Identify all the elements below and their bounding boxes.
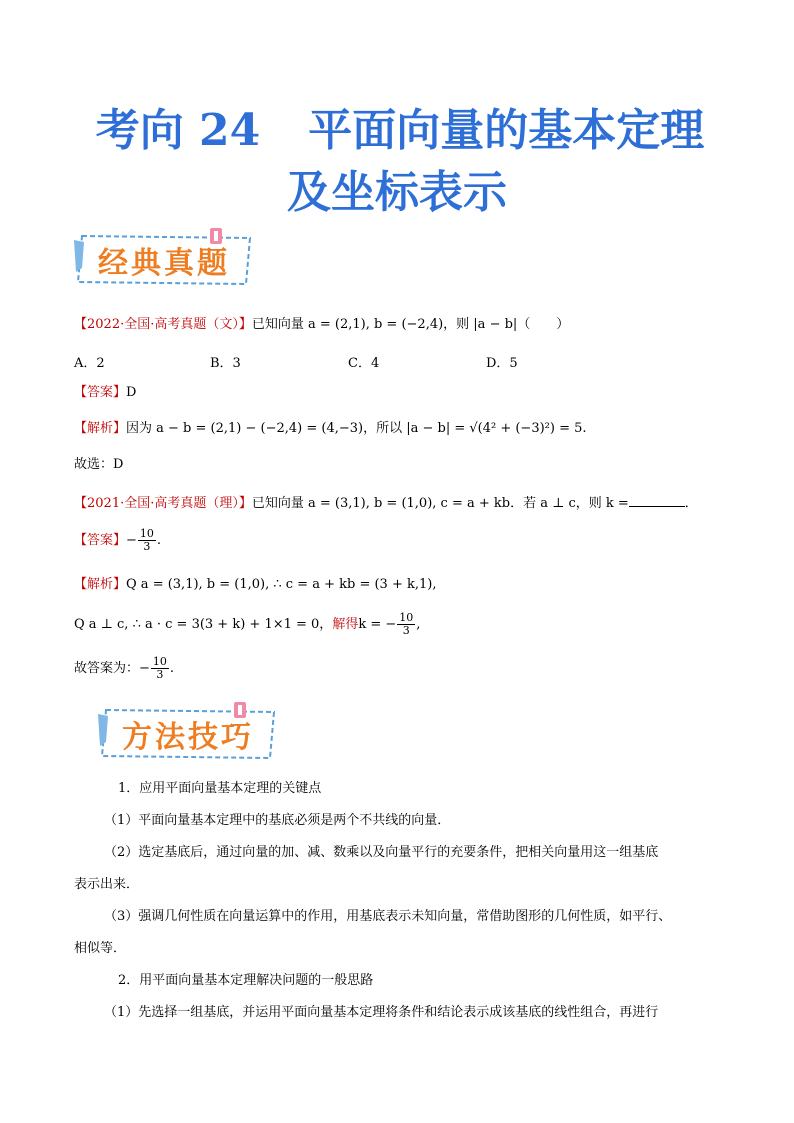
- tips-heading-1: 1．应用平面向量基本定理的关键点: [118, 781, 322, 796]
- tips-heading-2: 2．用平面向量基本定理解决问题的一般思路: [118, 973, 374, 988]
- answer-value: D: [126, 385, 137, 400]
- question-2: 【2021·全国·高考真题（理）】已知向量 a = (3,1), b = (1,0), c = a + kb．若 a ⊥ c，则 k = ．: [74, 496, 698, 511]
- analysis-tag: 【解析】: [74, 421, 127, 436]
- question-1-stem: 已知向量 a = (2,1), b = (−2,4)，则 |a − b|（ ）: [251, 317, 570, 332]
- analysis-tag: 【解析】: [74, 577, 127, 592]
- tips-point-3a: （3）强调几何性质在向量运算中的作用，用基底表示未知向量，常借助图形的几何性质，如平行、: [104, 909, 672, 924]
- k-fraction: $\frac{10}{3}$: [399, 611, 414, 637]
- final-answer-2: 故答案为：− $\frac{10}{3}$ .: [74, 655, 175, 681]
- answer-1: [74, 384, 136, 402]
- section-banner-methods: [98, 702, 284, 762]
- tips-point-2a: （2）选定基底后，通过向量的加、减、数乘以及向量平行的充要条件，把相关向量用这一组基底: [104, 845, 659, 860]
- banner-label: 方法技巧: [122, 720, 254, 755]
- answer-fraction: $\frac{10}{3}$: [139, 527, 154, 553]
- page-title-line2: 及坐标表示: [287, 167, 507, 218]
- analysis-2-line1: 【解析】Q a = (3,1), b = (1,0), ∴ c = a + kb = (3 + k,1),: [74, 577, 437, 592]
- analysis-2-line2: Q a ⊥ c, ∴ a · c = 3(3 + k) + 1×1 = 0，解得k = − $\frac{10}{3}$ ,: [74, 611, 421, 637]
- analysis-text: 因为 a − b = (2,1) − (−2,4) = (4,−3)，所以 |a − b| = √(4² + (−3)²) = 5.: [126, 421, 587, 436]
- answer-tag: 【答案】: [74, 385, 127, 400]
- tips-point-1: （1）平面向量基本定理中的基底必须是两个不共线的向量．: [104, 813, 451, 828]
- title-topic-name: 平面向量的基本定理: [308, 105, 705, 156]
- option-d: D．5: [486, 356, 518, 371]
- option-b: B．3: [210, 356, 241, 371]
- answer-2: 【答案】− $\frac{10}{3}$ .: [74, 527, 162, 553]
- option-c: C．4: [348, 356, 380, 371]
- banner-label: 经典真题: [98, 246, 230, 281]
- question-1-source: 【2022·全国·高考真题（文）】: [74, 317, 252, 332]
- page-title-line1: [0, 104, 794, 158]
- tips-point-2b: 表示出来．: [74, 877, 140, 892]
- question-2-stem: 已知向量 a = (3,1), b = (1,0), c = a + kb．若 a ⊥ c，则 k =: [251, 496, 629, 511]
- question-1: [74, 316, 569, 334]
- answer-blank: [629, 494, 685, 507]
- option-a: A．2: [74, 356, 105, 371]
- tips-point-3b: 相似等．: [74, 941, 127, 956]
- final-fraction: $\frac{10}{3}$: [152, 655, 167, 681]
- title-topic-number: 考向 24: [95, 105, 261, 156]
- tips-point-4: （1）先选择一组基底，并运用平面向量基本定理将条件和结论表示成该基底的线性组合，再进行: [104, 1005, 659, 1020]
- section-banner-classic: [74, 228, 260, 288]
- analysis-1: [74, 420, 587, 438]
- question-2-source: 【2021·全国·高考真题（理）】: [74, 496, 252, 511]
- final-answer-1: 故选：D: [74, 457, 124, 472]
- answer-tag: 【答案】: [74, 533, 127, 548]
